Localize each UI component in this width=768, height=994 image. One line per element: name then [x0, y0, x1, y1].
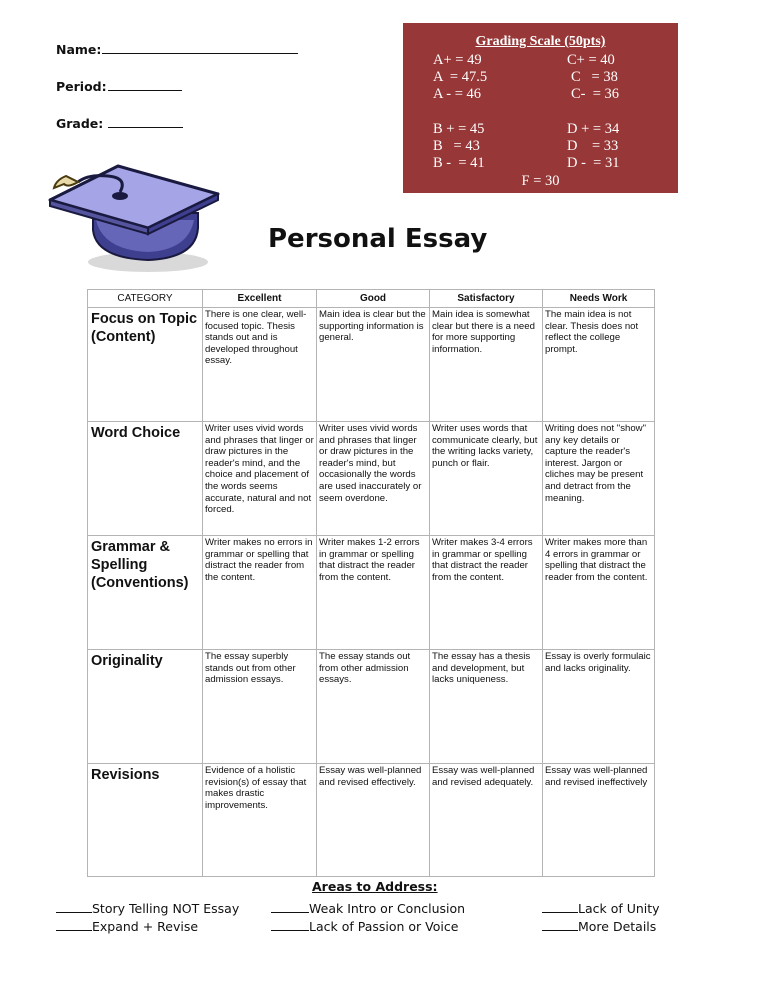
area-label: Story Telling NOT Essay — [92, 901, 240, 916]
name-field[interactable] — [56, 40, 298, 57]
area-blank — [56, 899, 92, 913]
category-cell: Revisions — [88, 764, 203, 877]
grade-f: F = 30 — [521, 173, 560, 189]
grade-left-5: B = 43 — [433, 138, 480, 154]
rubric-cell: Writer makes more than 4 errors in grammar or spelling that distract the reader from the content. — [543, 536, 655, 650]
header-excellent: Excellent — [203, 290, 317, 308]
table-row — [88, 308, 655, 422]
graduation-cap-icon — [48, 158, 223, 280]
header-good: Good — [317, 290, 430, 308]
table-row — [88, 764, 655, 877]
grade-left-4: B + = 45 — [433, 121, 485, 137]
header-needs-work: Needs Work — [543, 290, 655, 308]
rubric-cell: Essay was well-planned and revised effectively. — [317, 764, 430, 877]
grading-scale-title: Grading Scale (50pts) — [475, 34, 606, 49]
rubric-header-row — [88, 290, 655, 308]
rubric-cell: The main idea is not clear. Thesis does not reflect the college prompt. — [543, 308, 655, 422]
table-row — [88, 650, 655, 764]
rubric-cell: Essay is overly formulaic and lacks originality. — [543, 650, 655, 764]
grade-left-6: B - = 41 — [433, 155, 485, 171]
grade-left-3: A - = 46 — [433, 86, 482, 102]
grading-scale-box — [403, 23, 678, 193]
area-item[interactable] — [271, 917, 458, 934]
table-row — [88, 422, 655, 536]
rubric-cell: Writer makes 1-2 errors in grammar or spelling that distract the reader from the content. — [317, 536, 430, 650]
rubric-cell: Writer makes 3-4 errors in grammar or spelling that distract the reader from the content. — [430, 536, 543, 650]
grade-label: Grade: — [56, 116, 104, 131]
category-cell: Grammar & Spelling (Conventions) — [88, 536, 203, 650]
area-item[interactable] — [542, 917, 656, 934]
area-item[interactable] — [56, 899, 239, 916]
rubric-cell: Writer uses words that communicate clearly, but the writing lacks variety, punch or flair. — [430, 422, 543, 536]
area-item[interactable] — [542, 899, 660, 916]
area-label: More Details — [578, 919, 657, 934]
page-title: Personal Essay — [268, 224, 488, 254]
area-item[interactable] — [271, 899, 465, 916]
rubric-cell: Evidence of a holistic revision(s) of essay that makes drastic improvements. — [203, 764, 317, 877]
category-cell: Focus on Topic (Content) — [88, 308, 203, 422]
rubric-cell: The essay superbly stands out from other admission essays. — [203, 650, 317, 764]
grade-right-1: C+ = 40 — [567, 52, 615, 68]
area-label: Lack of Passion or Voice — [309, 919, 459, 934]
name-line — [102, 40, 298, 54]
rubric-cell: Essay was well-planned and revised adequately. — [430, 764, 543, 877]
rubric-cell: Writer uses vivid words and phrases that linger or draw pictures in the reader's mind, and the choice and placement of the words seems accurate, natural and not forced. — [203, 422, 317, 536]
category-cell: Word Choice — [88, 422, 203, 536]
name-label: Name: — [56, 42, 102, 57]
areas-title: Areas to Address: — [312, 879, 438, 894]
area-blank — [542, 899, 578, 913]
area-label: Expand + Revise — [92, 919, 199, 934]
grade-right-6: D - = 31 — [567, 155, 620, 171]
header-satisfactory: Satisfactory — [430, 290, 543, 308]
grade-right-4: D + = 34 — [567, 121, 620, 137]
rubric-cell: Writer makes no errors in grammar or spelling that distract the reader from the content. — [203, 536, 317, 650]
grade-line — [108, 114, 183, 128]
area-blank — [271, 917, 309, 931]
category-cell: Originality — [88, 650, 203, 764]
grade-field[interactable] — [56, 114, 183, 131]
rubric-cell: The essay has a thesis and development, but lacks uniqueness. — [430, 650, 543, 764]
header-category: CATEGORY — [88, 290, 203, 308]
period-field[interactable] — [56, 77, 182, 94]
grade-right-5: D = 33 — [567, 138, 619, 154]
rubric-cell: The essay stands out from other admission essays. — [317, 650, 430, 764]
area-blank — [56, 917, 92, 931]
period-label: Period: — [56, 79, 107, 94]
grade-right-3: C- = 36 — [571, 86, 620, 102]
rubric-cell: Writer uses vivid words and phrases that linger or draw pictures in the reader's mind, but occasionally the words are used inaccurately or seem overdone. — [317, 422, 430, 536]
rubric-cell: Main idea is clear but the supporting information is general. — [317, 308, 430, 422]
area-label: Lack of Unity — [578, 901, 660, 916]
rubric-cell: Writing does not "show" any key details or capture the reader's interest. Jargon or cliches may be present and detract from the meaning. — [543, 422, 655, 536]
grade-right-2: C = 38 — [571, 69, 618, 85]
area-item[interactable] — [56, 917, 198, 934]
area-label: Weak Intro or Conclusion — [309, 901, 466, 916]
grade-left-2: A = 47.5 — [433, 69, 488, 85]
period-line — [108, 77, 182, 91]
rubric-cell: Main idea is somewhat clear but there is a need for more supporting information. — [430, 308, 543, 422]
area-blank — [271, 899, 309, 913]
rubric-cell: Essay was well-planned and revised ineffectively — [543, 764, 655, 877]
rubric-cell: There is one clear, well-focused topic. Thesis stands out and is developed throughout essay. — [203, 308, 317, 422]
table-row — [88, 536, 655, 650]
grade-left-1: A+ = 49 — [433, 52, 482, 68]
area-blank — [542, 917, 578, 931]
rubric-table — [87, 289, 655, 877]
